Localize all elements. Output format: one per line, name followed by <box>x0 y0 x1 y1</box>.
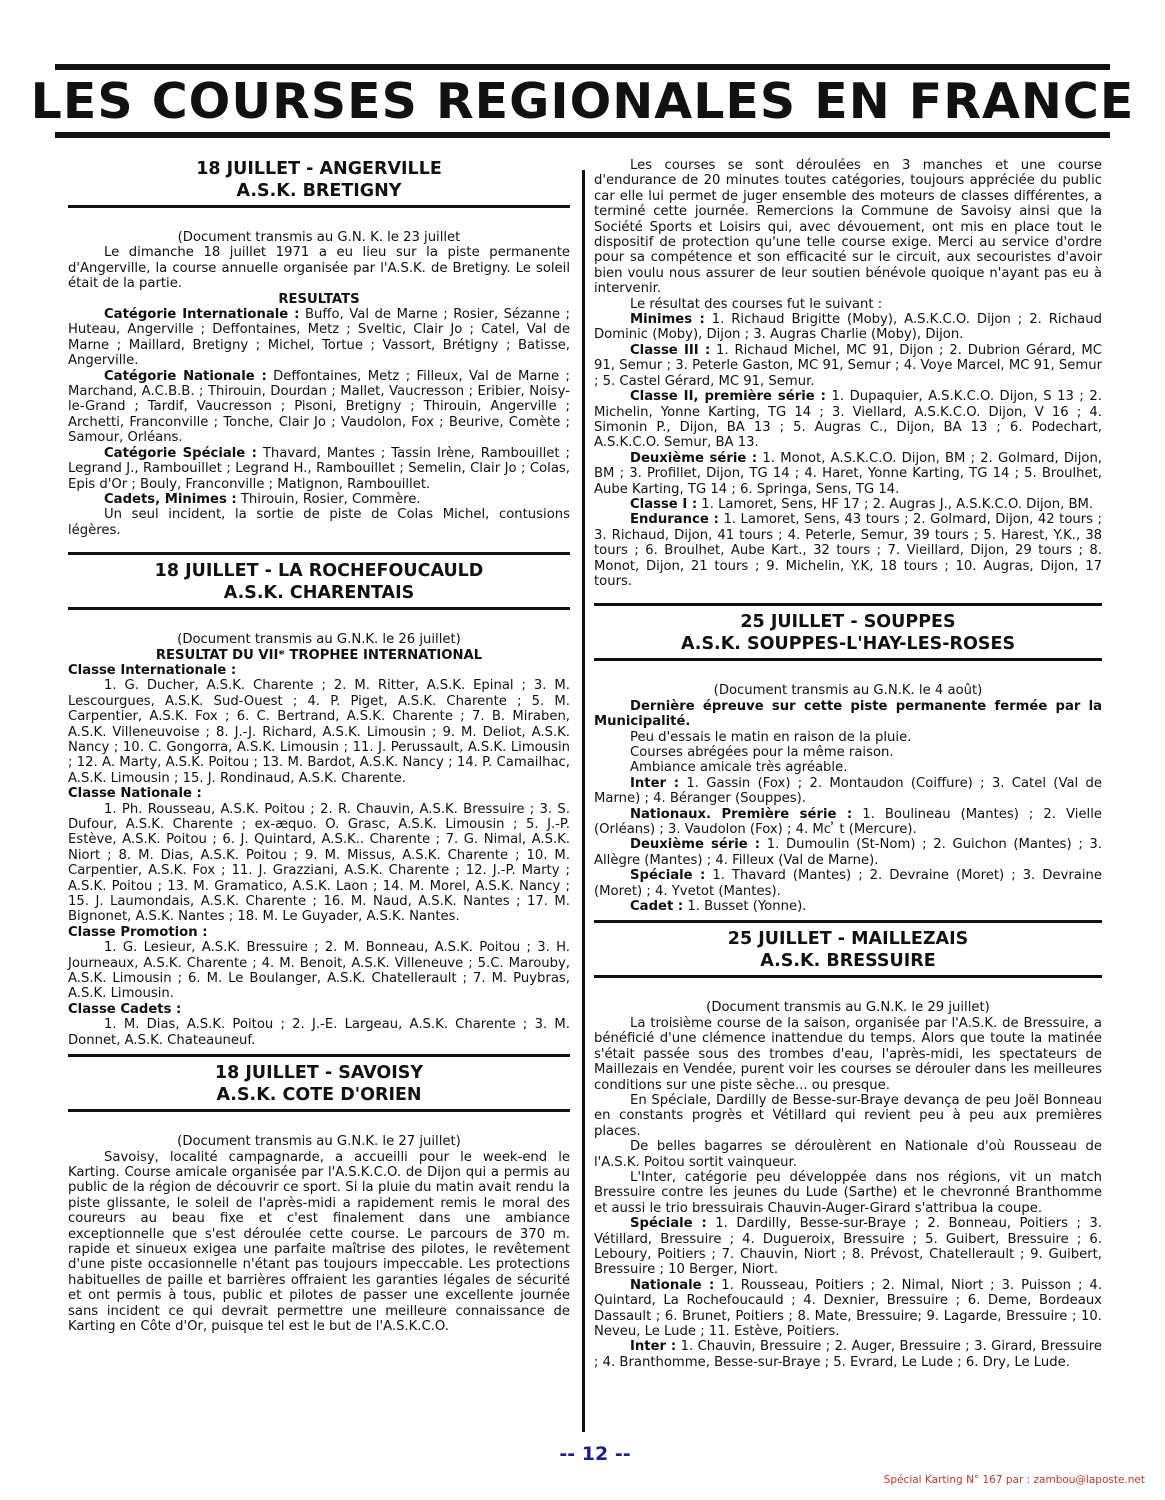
page-title: LES COURSES REGIONALES EN FRANCE <box>30 72 1135 130</box>
article-title-club: A.S.K. SOUPPES-L'HAY-LES-ROSES <box>680 634 1016 655</box>
class-label: Classe Promotion : <box>68 924 208 940</box>
article-title-date: 18 JUILLET - SAVOISY <box>214 1063 424 1084</box>
result-paragraph: 1. M. Dias, A.S.K. Poitou ; 2. J.-E. Largeau, A.S.K. Charente ; 3. M. Donnet, A.S.K. Chateauneuf. <box>68 1017 570 1048</box>
intro-paragraph: Le dimanche 18 juillet 1971 a eu lieu sur la piste permanente d'Angerville, la course annuelle organisée par l'A.S.K. de Bretigny. Le soleil était de la partie. <box>68 245 570 292</box>
page-header <box>30 64 1135 138</box>
result-paragraph: Spéciale : 1. Thavard (Mantes) ; 2. Devraine (Moret) ; 3. Devraine (Moret) ; 4. Yvetot (Mantes). <box>594 868 1102 899</box>
article-heading <box>594 603 1102 661</box>
result-paragraph: Inter : 1. Chauvin, Bressuire ; 2. Auger, Bressuire ; 3. Girard, Bressuire ; 4. Branthomme, Besse-sur-Braye ; 5. Evrard, Le Lude ; 6. Dry, Le Lude. <box>594 1339 1102 1370</box>
result-paragraph: Classe III : 1. Richaud Michel, MC 91, Dijon ; 2. Dubrion Gérard, MC 91, Semur ; 3. Peterle Gaston, MC 91, Semur ; 4. Voye Marcel, MC 91, Semur ; 5. Castel Gérard, MC 91, Semur. <box>594 342 1102 389</box>
result-paragraph: 1. G. Lesieur, A.S.K. Bressuire ; 2. M. Bonneau, A.S.K. Poitou ; 3. H. Journeaux, A.S.K. Charente ; 4. M. Benoit, A.S.K. Villeneuve ; 5.C. Marouby, A.S.K. Limousin ; 6. M. Le Boulanger, A.S.K. Chatellerault ; 7. M. Puybras, A.S.K. Limousin. <box>68 940 570 1002</box>
result-paragraph: Catégorie Nationale : Deffontaines, Metz ; Filleux, Val de Marne ; Marchand, A.C.B.B. ; Thirouin, Dourdan ; Mallet, Vaucresson ; Eribier, Noisy-le-Grand ; Tardif, Vaucresson ; Pisoni, Bretigny ; Thirouin, Angerville ; Archetti, Franconville ; Tonche, Clair Jo ; Vaudolon, Fox ; Beurive, Comète ; Samour, Orléans. <box>68 368 571 446</box>
body-line: Peu d'essais le matin en raison de la pluie. <box>630 729 912 745</box>
result-paragraph: 1. Ph. Rousseau, A.S.K. Poitou ; 2. R. Chauvin, A.S.K. Bressuire ; 3. S. Dufour, A.S.K. Charente ; ex-æquo. O. Grasc, A.S.K. Limousin ; 5. J.-P. Estève, A.S.K. Poitou ; 6. J. Quintard, A.S.K.. Charente ; 7. G. Nimal, A.S.K. Niort ; 8. M. Dias, A.S.K. Poitou ; 9. M. Missus, A.S.K. Charente ; 10. M. Carpentier, A.S.K. Fox ; 11. J. Grazziani, A.S.K. Charente ; 12. J.-P. Marty ; A.S.K. Poitou ; 13. M. Gramatico, A.S.K. Laon ; 14. M. Morel, A.S.K. Nancy ; 15. J. Laumondais, A.S.K. Charente ; 16. M. Naud, A.S.K. Nantes ; 17. M. Bignonet, A.S.K. Nantes ; 18. M. Le Guyader, A.S.K. Nantes. <box>68 801 570 925</box>
results-heading: RESULTAT DU VIIᵉ TROPHEE INTERNATIONAL <box>155 647 483 663</box>
article-heading <box>68 552 570 610</box>
body-line: Courses abrégées pour la même raison. <box>630 745 894 760</box>
result-paragraph: Cadets, Minimes : Thirouin, Rosier, Commère. <box>104 491 421 507</box>
body-line: Ambiance amicale très agréable. <box>630 760 848 776</box>
closing-paragraph: Un seul incident, la sortie de piste de Colas Michel, contusions légères. <box>68 507 570 538</box>
article-heading <box>68 158 570 208</box>
result-paragraph: Endurance : 1. Lamoret, Sens, 43 tours ; 2. Golmard, Dijon, 42 tours ; 3. Richaud, Dijon, 41 tours ; 4. Peterle, Semur, 39 tours ; 5. Harest, Y.K., 38 tours ; 6. Broulhet, Aube Kart., 32 tours ; 7. Vieillard, Dijon, 29 tours ; 8. Monot, Dijon, 21 tours ; 9. Michelin, Y.K, 18 tours ; 10. Augras, Dijon, 17 tours. <box>594 512 1102 589</box>
article-title-date: 25 JUILLET - SOUPPES <box>740 612 956 633</box>
credit-line: Spécial Karting N° 167 par : zambou@laposte.net <box>883 1474 1145 1486</box>
article-angerville <box>68 158 570 538</box>
body-paragraph: Le résultat des courses fut le suivant : <box>630 296 883 312</box>
result-paragraph: Catégorie Internationale : Buffo, Val de Marne ; Rosier, Sézanne ; Huteau, Angerville ; Deffontaines, Metz ; Sveltic, Clair Jo ; Catel, Val de Marne ; Maillard, Bretigny ; Michel, Tortue ; Vassort, Brétigny ; Batisse, Angerville. <box>68 307 570 369</box>
class-label: Classe Internationale : <box>68 662 237 678</box>
source-note: (Document transmis au G.N.K. le 4 août) <box>713 683 983 699</box>
left-column <box>68 158 570 1334</box>
result-paragraph: Catégorie Spéciale : Thavard, Mantes ; Tassin Irène, Rambouillet ; Legrand J., Rambouillet ; Legrand H., Rambouillet ; Semelin, Clair Jo ; Colas, Epis d'Or ; Bouly, Franconville ; Matignon, Rambouillet. <box>68 445 570 492</box>
result-paragraph: Nationale : 1. Rousseau, Poitiers ; 2. Nimal, Niort ; 3. Puisson ; 4. Quintard, La Rochefoucauld ; 4. Dexnier, Bressuire ; 6. Deme, Bordeaux Dassault ; 6. Brunet, Poitiers ; 8. Mate, Bressuire; 9. Lagarde, Bressuire ; 10. Neveu, Le Lude ; 11. Estève, Poitiers. <box>594 1277 1103 1339</box>
body-paragraph: Les courses se sont déroulées en 3 manches et une course d'endurance de 20 minutes toutes catégories, toujours appréciée du public car elle lui permet de juger ensemble des moteurs de classes différentes, a terminé cette journée. Remercions la Commune de Savoisy ainsi que la Société Sports et Loisirs qui, avec dévouement, ont mis en place tout le dispositif de protection qu'une telle course exige. Merci au service d'ordre pour sa compétence et son efficacité sur le circuit, aux secouristes d'avoir bien voulu nous assurer de leur soutien bénévole quoique n'ayant pas eu à intervenir. <box>594 158 1102 297</box>
result-paragraph: Nationaux. Première série : 1. Boulineau (Mantes) ; 2. Vielle (Orléans) ; 3. Vaudolon (Fox) ; 4. Mc ̓ t (Mercure). <box>594 806 1103 838</box>
source-note: (Document transmis au G.N.K. le 26 juillet) <box>177 632 461 648</box>
article-savoisy-continued <box>594 158 1102 589</box>
result-paragraph: Spéciale : 1. Dardilly, Besse-sur-Braye ; 2. Bonneau, Poitiers ; 3. Vétillard, Bressuire ; 4. Dugueroix, Bressuire ; 5. Guibert, Bressuire ; 6. Leboury, Poitiers ; 7. Chauvin, Niort ; 8. Prévost, Chatellerault ; 9. Guibert, Bressuire ; 10 Berger, Niort. <box>594 1216 1103 1278</box>
article-savoisy <box>68 1054 570 1334</box>
body-paragraph: L'Inter, catégorie peu développée dans nos régions, vit un match Bressuire contre les jeunes du Lude (Sarthe) et le chevronné Branthomme et aussi le trio bressuirais Chauvin-Auger-Girard s'attribua la coupe. <box>594 1169 1102 1216</box>
article-heading <box>594 920 1102 978</box>
column-divider <box>582 170 585 1432</box>
article-la-rochefoucauld <box>68 552 570 1048</box>
article-souppes <box>594 603 1102 914</box>
source-note: (Document transmis au G.N. K. le 23 juillet <box>177 230 461 245</box>
result-paragraph: Classe II, première série : 1. Dupaquier, A.S.K.C.O. Dijon, S 13 ; 2. Michelin, Yonne Karting, TG 14 ; 3. Viellard, A.S.K.C.O. Dijon, V 16 ; 4. Simonin P., Dijon, BA 13 ; 5. Augras C., Dijon, BA 13 ; 6. Podechart, A.S.K.C.O. Semur, BA 13. <box>594 389 1102 451</box>
article-title-club: A.S.K. COTE D'ORIEN <box>216 1085 422 1106</box>
result-paragraph: Inter : 1. Gassin (Fox) ; 2. Montaudon (Coiffure) ; 3. Catel (Val de Marne) ; 4. Béranger (Souppes). <box>594 775 1102 807</box>
body-paragraph: Savoisy, localité campagnarde, a accueilli pour le week-end le Karting. Course amicale organisée par l'A.S.K.C.O. de Dijon qui a permis au public de la région de découvrir ce sport. Si la pluie du matin avait rendu la piste glissante, le soleil de l'après-midi a rapidement remis le moral des coureurs au beau fixe et c'est finalement dans une ambiance exceptionnelle que s'est déroulée cette course. Le parcours de 370 m. rapide et sinueux exigea une parfaite maîtrise des pilotes, le revêtement d'une piste occasionnelle n'étant pas toujours impeccable. Les protections habituelles de paille et barrières offraient les garanties légales de sécurité et ont permis à tous, public et pilotes de passer une excellente journée sans incident ce qui devrait permettre une meilleure connaissance de Karting en Côte d'Or, puisque tel est le but de l'A.S.K.C.O. <box>68 1149 570 1334</box>
result-paragraph: 1. G. Ducher, A.S.K. Charente ; 2. M. Ritter, A.S.K. Epinal ; 3. M. Lescourgues, A.S.K. Sud-Ouest ; 4. P. Piget, A.S.K. Charente ; 5. M. Carpentier, A.S.K. Fox ; 6. C. Bertrand, A.S.K. Charente ; 7. B. Miraben, A.S.K. Villeneuvoise ; 8. J.-J. Richard, A.S.K. Limousin ; 9. M. Deliot, A.S.K. Nancy ; 10. C. Gongorra, A.S.K. Limousin ; 11. J. Perussault, A.S.K. Limousin ; 12. A. Marty, A.S.K. Poitou ; 13. M. Bardot, A.S.K. Nancy ; 14. P. Camailhac, A.S.K. Limousin ; 15. J. Rondinaud, A.S.K. Charente. <box>68 678 570 786</box>
article-title-club: A.S.K. BRETIGNY <box>236 181 402 201</box>
results-heading: RESULTATS <box>278 291 360 307</box>
result-paragraph: Classe I : 1. Lamoret, Sens, HF 17 ; 2. Augras J., A.S.K.C.O. Dijon, BM. <box>630 496 1094 512</box>
source-note: (Document transmis au G.N.K. le 27 juillet) <box>177 1134 461 1150</box>
result-paragraph: Deuxième série : 1. Dumoulin (St-Nom) ; 2. Guichon (Mantes) ; 3. Allègre (Mantes) ; 4. Filleux (Val de Marne). <box>594 837 1103 868</box>
class-label: Classe Nationale : <box>68 786 202 802</box>
article-title-date: 25 JUILLET - MAILLEZAIS <box>727 929 969 950</box>
lead-paragraph: Dernière épreuve sur cette piste permanente fermée par la Municipalité. <box>594 698 1102 730</box>
article-title-club: A.S.K. BRESSUIRE <box>760 951 936 972</box>
body-paragraph: En Spéciale, Dardilly de Besse-sur-Braye devança de peu Joël Bonneau en constants progrès et Vétillard qui revient peu à peu aux premières places. <box>594 1092 1102 1139</box>
source-note: (Document transmis au G.N.K. le 29 juillet) <box>706 1000 990 1016</box>
page-number: -- 12 -- <box>559 1443 631 1465</box>
result-paragraph: Cadet : 1. Busset (Yonne). <box>630 899 807 915</box>
result-paragraph: Minimes : 1. Richaud Brigitte (Moby), A.S.K.C.O. Dijon ; 2. Richaud Dominic (Moby), Dijon ; 3. Augras Charlie (Moby), Dijon. <box>594 312 1102 343</box>
body-paragraph: De belles bagarres se déroulèrent en Nationale d'où Rousseau de l'A.S.K. Poitou sortit vainqueur. <box>594 1139 1102 1170</box>
article-title-date: 18 JUILLET - LA ROCHEFOUCAULD <box>154 561 484 582</box>
body-paragraph: La troisième course de la saison, organisée par l'A.S.K. de Bressuire, a bénéficié d'une clémence inattendue du temps. Alors que toute la matinée s'était passée sous des trombes d'eau, l'après-midi, les spectateurs de Maillezais en Vendée, purent voir les courses se dérouler dans les meilleures conditions sur une piste sèche... ou presque. <box>594 1015 1102 1093</box>
article-maillezais <box>594 920 1102 1370</box>
class-label: Classe Cadets : <box>68 1001 182 1017</box>
right-column <box>594 158 1102 1370</box>
article-heading <box>68 1054 570 1112</box>
article-title-date: 18 JUILLET - ANGERVILLE <box>196 159 442 179</box>
result-paragraph: Deuxième série : 1. Monot, A.S.K.C.O. Dijon, BM ; 2. Golmard, Dijon, BM ; 3. Profillet, Dijon, TG 14 ; 4. Haret, Yonne Karting, TG 14 ; 5. Broulhet, Aube Karting, TG 14 ; 6. Springa, Sens, TG 14. <box>594 450 1102 497</box>
article-title-club: A.S.K. CHARENTAIS <box>223 583 415 604</box>
